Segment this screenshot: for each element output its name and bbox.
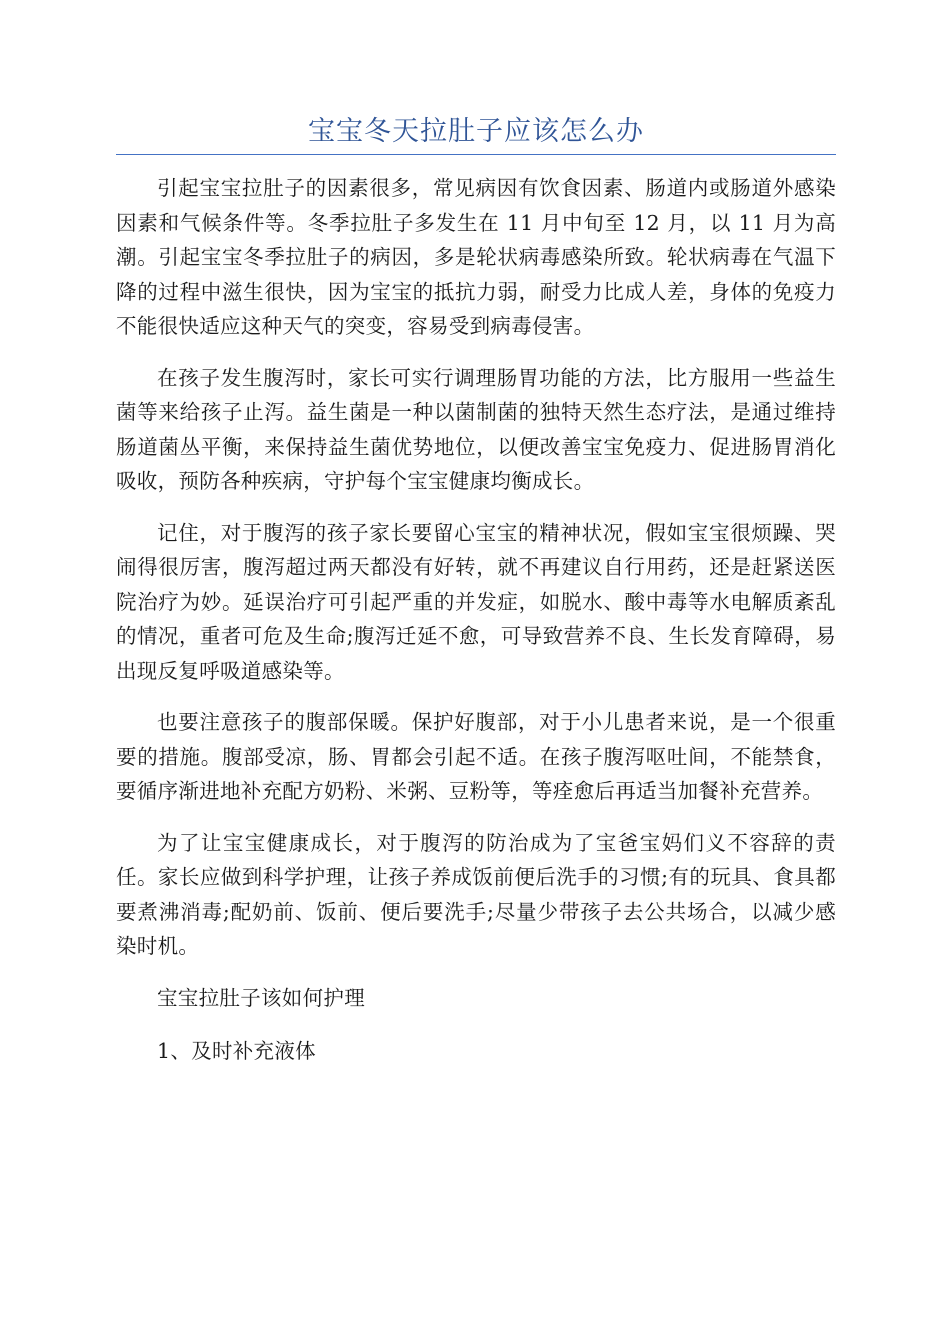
paragraph-prevention: 为了让宝宝健康成长，对于腹泻的防治成为了宝爸宝妈们义不容辞的责任。家长应做到科学护理，让孩子养成饭前便后洗手的习惯;有的玩具、食具都要煮沸消毒;配奶前、饭前、便后要洗手;尽量少带孩子去公共场合，以减少感染时机。 (116, 830, 836, 958)
paragraph-seek-treatment: 记住，对于腹泻的孩子家长要留心宝宝的精神状况，假如宝宝很烦躁、哭闹得很厉害，腹泻超过两天都没有好转，就不再建议自行用药，还是赶紧送医院治疗为妙。延误治疗可引起严重的并发症，如脱水、酸中毒等水电解质紊乱的情况，重者可危及生命;腹泻迁延不愈，可导致营养不良、生长发育障碍，易出现反复呼吸道感染等。 (116, 520, 836, 683)
paragraph-causes: 引起宝宝拉肚子的因素很多，常见病因有饮食因素、肠道内或肠道外感染因素和气候条件等。冬季拉肚子多发生在 11 月中旬至 12 月，以 11 月为高潮。引起宝宝冬季拉肚子的病因，多是轮状病毒感染所致。轮状病毒在气温下降的过程中滋生很快，因为宝宝的抵抗力弱，耐受力比成人差，身体的免疫力不能很快适应这种天气的突变，容易受到病毒侵害。 (116, 176, 836, 338)
paragraph-probiotics: 在孩子发生腹泻时，家长可实行调理肠胃功能的方法，比方服用一些益生菌等来给孩子止泻。益生菌是一种以菌制菌的独特天然生态疗法，是通过维持肠道菌丛平衡，来保持益生菌优势地位，以便改善宝宝免疫力、促进肠胃消化吸收，预防各种疾病，守护每个宝宝健康均衡成长。 (116, 365, 836, 493)
paragraph-keep-warm: 也要注意孩子的腹部保暖。保护好腹部，对于小儿患者来说，是一个很重要的措施。腹部受凉，肠、胃都会引起不适。在孩子腹泻呕吐间，不能禁食，要循序渐进地补充配方奶粉、米粥、豆粉等，等痊愈后再适当加餐补充营养。 (116, 710, 836, 803)
title-underline (116, 154, 836, 155)
section-heading-care: 宝宝拉肚子该如何护理 (157, 985, 365, 1010)
list-item-fluids: 1、及时补充液体 (157, 1039, 316, 1063)
document-title: 宝宝冬天拉肚子应该怎么办 (308, 116, 644, 147)
document-page (116, 112, 836, 1088)
